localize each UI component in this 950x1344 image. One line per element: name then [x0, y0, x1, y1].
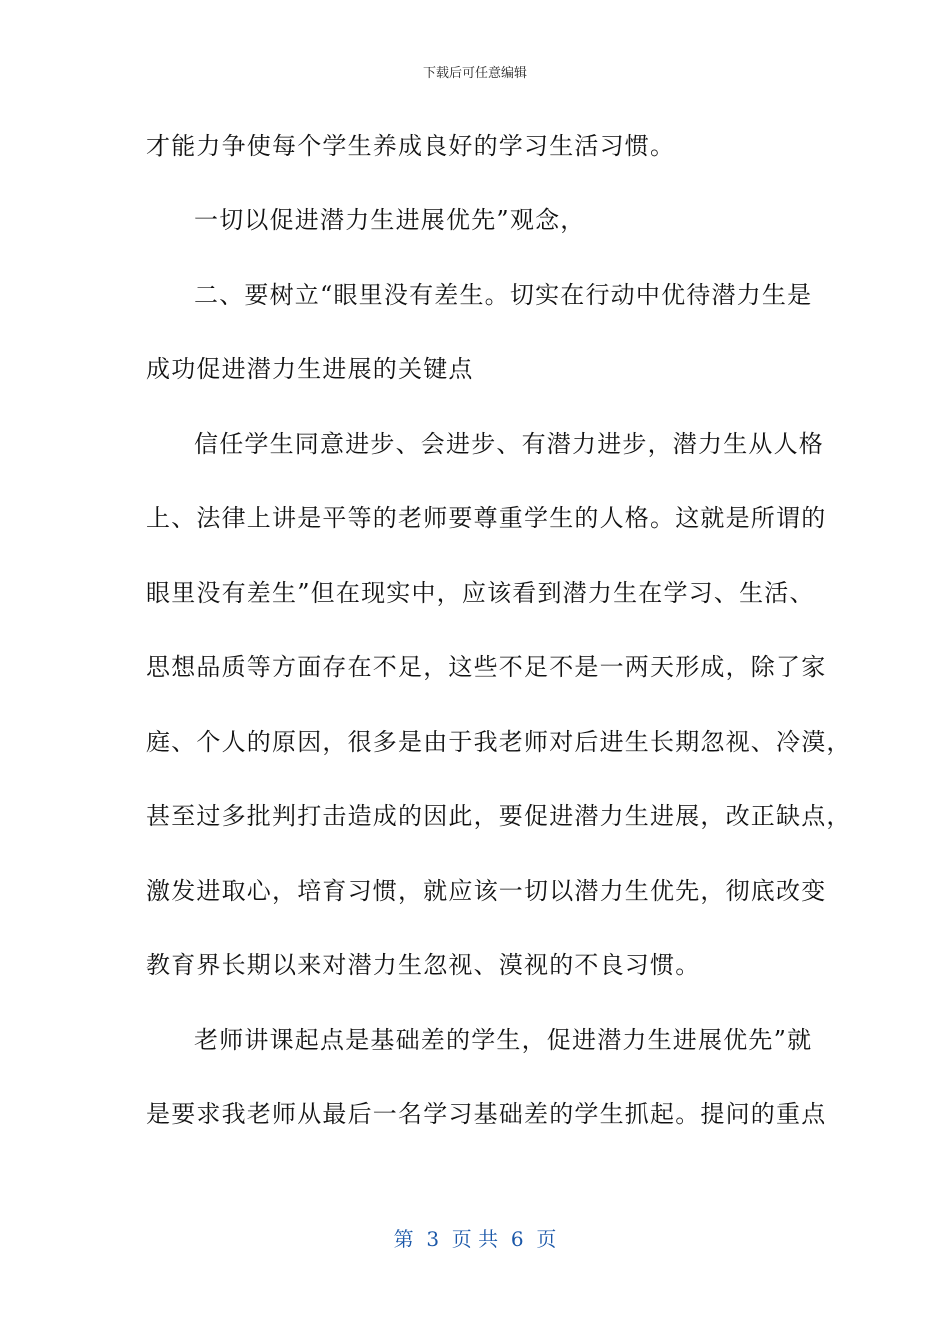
text-line: 上、法律上讲是平等的老师要尊重学生的人格。这就是所谓的 [146, 504, 827, 532]
text-line: 信任学生同意进步、会进步、有潜力进步，潜力生从人格 [194, 430, 824, 458]
text-line: 思想品质等方面存在不足，这些不足不是一两天形成，除了家 [146, 653, 827, 681]
text-line: 激发进取心，培育习惯，就应该一切以潜力生优先，彻底改变 [146, 877, 827, 905]
text-line: 一切以促进潜力生进展优先”观念， [194, 206, 586, 234]
text-line: 眼里没有差生”但在现实中，应该看到潜力生在学习、生活、 [146, 579, 815, 607]
page-header: 下载后可任意编辑 [422, 66, 527, 81]
text-line: 庭、个人的原因，很多是由于我老师对后进生长期忽视、冷漠， [146, 728, 852, 756]
page-number-footer: 第 3 页 共 6 页 [393, 1227, 557, 1251]
text-line: 老师讲课起点是基础差的学生，促进潜力生进展优先”就 [194, 1026, 813, 1054]
text-line: 教育界长期以来对潜力生忽视、漠视的不良习惯。 [146, 951, 701, 979]
text-line: 甚至过多批判打击造成的因此，要促进潜力生进展，改正缺点， [146, 802, 852, 830]
text-line: 成功促进潜力生进展的关键点 [146, 355, 474, 383]
text-line: 二、要树立“眼里没有差生。切实在行动中优待潜力生是 [194, 281, 813, 309]
text-line: 才能力争使每个学生养成良好的学习生活习惯。 [146, 132, 676, 160]
text-line: 是要求我老师从最后一名学习基础差的学生抓起。提问的重点 [146, 1100, 827, 1128]
